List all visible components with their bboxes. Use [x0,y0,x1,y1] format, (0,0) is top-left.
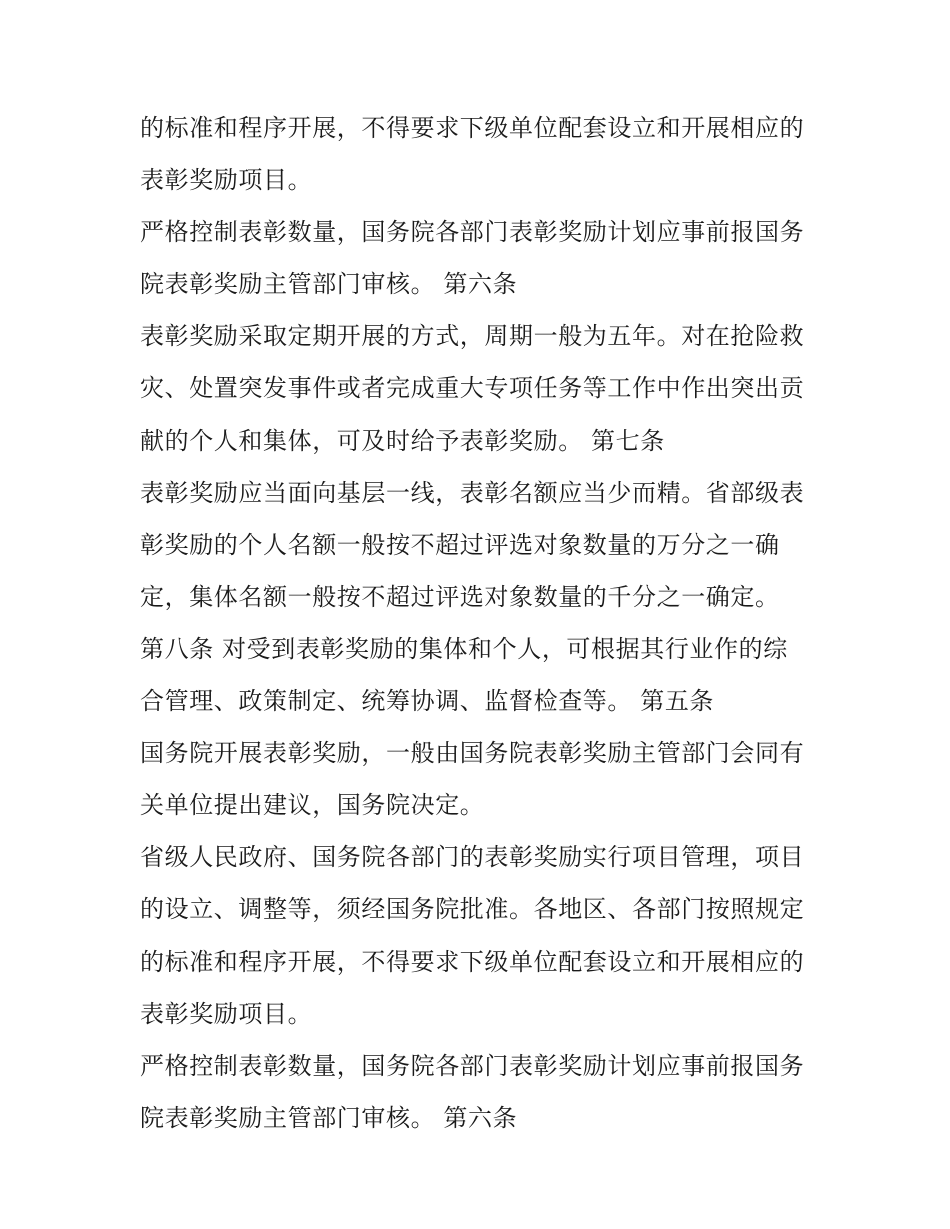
text-line: 定，集体名额一般按不超过评选对象数量的千分之一确定。 [140,582,780,611]
text-line: 表彰奖励采取定期开展的方式，周期一般为五年。对在抢险救 [140,322,805,351]
text-line: 灾、处置突发事件或者完成重大专项任务等工作中作出突出贡 [140,374,805,403]
text-line: 合管理、政策制定、统筹协调、监督检查等。 第五条 [140,687,715,716]
document-body [140,108,830,1150]
text-line: 表彰奖励项目。 [140,166,313,195]
text-line: 省级人民政府、国务院各部门的表彰奖励实行项目管理，项目 [140,843,805,872]
text-line: 严格控制表彰数量，国务院各部门表彰奖励计划应事前报国务 [140,218,805,247]
text-line: 表彰奖励项目。 [140,999,313,1028]
text-line: 彰奖励的个人名额一般按不超过评选对象数量的万分之一确 [140,530,780,559]
text-line: 献的个人和集体，可及时给予表彰奖励。 第七条 [140,426,665,455]
text-line: 的设立、调整等，须经国务院批准。各地区、各部门按照规定 [140,895,805,924]
text-line: 关单位提出建议，国务院决定。 [140,791,485,820]
text-line: 的标准和程序开展，不得要求下级单位配套设立和开展相应的 [140,947,805,976]
text-line: 院表彰奖励主管部门审核。 第六条 [140,1103,518,1132]
text-line: 院表彰奖励主管部门审核。 第六条 [140,270,518,299]
text-line: 严格控制表彰数量，国务院各部门表彰奖励计划应事前报国务 [140,1051,805,1080]
text-line: 的标准和程序开展，不得要求下级单位配套设立和开展相应的 [140,114,805,142]
text-line: 第八条 对受到表彰奖励的集体和个人，可根据其行业作的综 [140,634,788,663]
text-line: 国务院开展表彰奖励，一般由国务院表彰奖励主管部门会同有 [140,739,805,768]
text-line: 表彰奖励应当面向基层一线，表彰名额应当少而精。省部级表 [140,478,805,507]
